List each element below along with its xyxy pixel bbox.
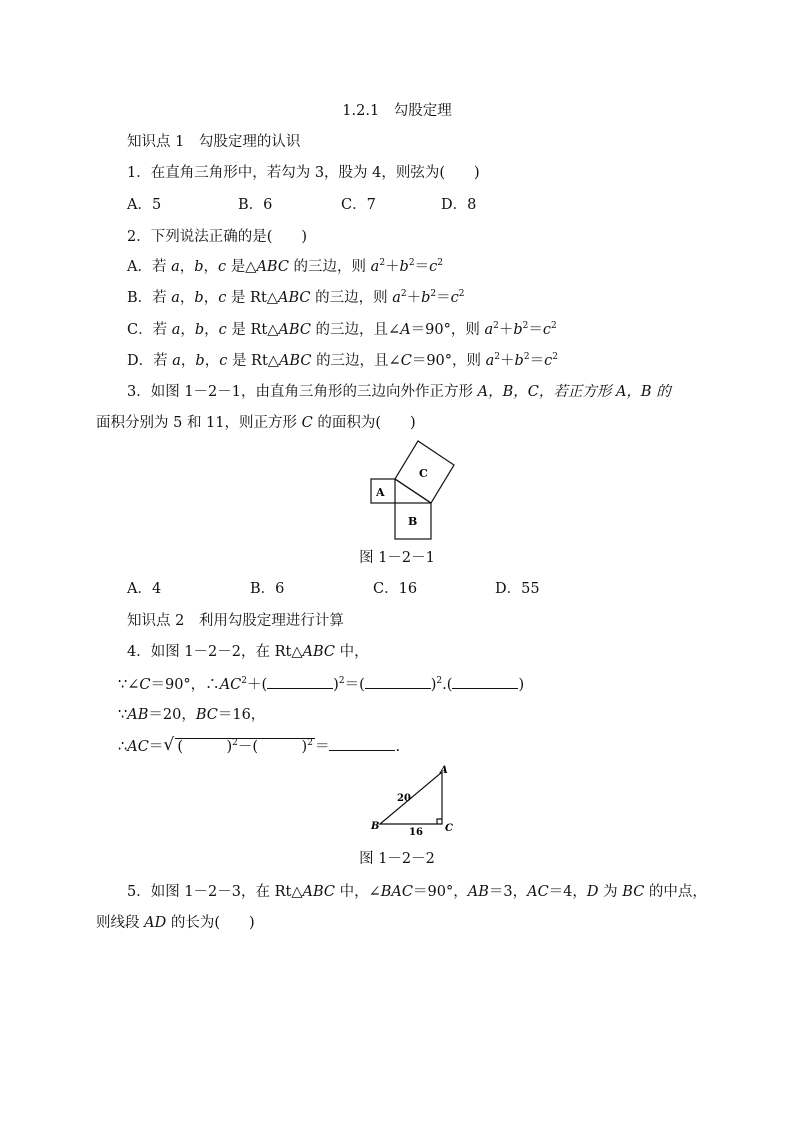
- figure-1-2-2: [368, 764, 463, 840]
- q3-option-d: D．55: [495, 581, 540, 597]
- q3-option-b: B．6: [250, 581, 285, 597]
- answer-blank-2[interactable]: [365, 674, 431, 689]
- answer-blank-3[interactable]: [452, 674, 518, 689]
- figure-1-2-1-caption: 图 1－2－1: [359, 550, 435, 566]
- answer-blank-1[interactable]: [267, 674, 333, 689]
- question-4-line-3: ∵AB＝20，BC＝16，: [118, 707, 266, 723]
- q2-option-d: D．若 a，b，c 是 Rt△ABC 的三边，且∠C＝90°，则 $a^2+b^2=c^2$: [127, 352, 558, 369]
- answer-blank-4[interactable]: [329, 736, 395, 751]
- hypotenuse-label: 20: [397, 793, 411, 804]
- question-3-line-2: 面积分别为 5 和 11，则正方形 C 的面积为( ): [96, 415, 416, 431]
- q1-option-c: C．7: [341, 197, 376, 213]
- page-title: 1.2.1 勾股定理: [342, 103, 452, 119]
- question-4-line-4: ∴AC＝ √ ( )$^2$－( )$^2$ ＝ .: [118, 735, 401, 755]
- q2-option-c: C．若 a，b，c 是 Rt△ABC 的三边，且∠A＝90°，则 $a^2+b^2=c^2$: [127, 321, 557, 338]
- label-c: C: [419, 467, 428, 480]
- q1-option-d: D．8: [441, 197, 477, 213]
- triangle-abc: [380, 772, 442, 824]
- vertex-c: C: [445, 823, 453, 834]
- question-1-stem: 1．在直角三角形中，若勾为 3，股为 4，则弦为( ): [127, 165, 480, 181]
- sqrt-sign: √ ( )$^2$－( )$^2$: [163, 735, 313, 755]
- vertex-b: B: [371, 821, 380, 832]
- right-angle-mark: [437, 819, 442, 824]
- figure-1-2-2-caption: 图 1－2－2: [359, 851, 435, 867]
- q2-option-b: B．若 a，b，c 是 Rt△ABC 的三边，则 $a^2+b^2=c^2$: [127, 289, 465, 306]
- triangle-hypotenuse: [395, 479, 431, 503]
- section-heading-1: 知识点 1 勾股定理的认识: [127, 134, 301, 150]
- section-heading-2: 知识点 2 利用勾股定理进行计算: [127, 613, 344, 629]
- vertex-a: A: [440, 765, 448, 776]
- q1-option-a: A．5: [127, 197, 162, 213]
- question-5-line-1: 5．如图 1－2－3，在 Rt△ABC 中，∠BAC＝90°，AB＝3，AC＝4，D 为 BC 的中点，: [127, 884, 707, 900]
- figure-1-2-1: [365, 436, 465, 542]
- q2-option-a: A．若 a，b，c 是△ABC 的三边，则 $a^2+b^2=c^2$: [127, 258, 443, 275]
- label-b: B: [408, 515, 418, 528]
- q1-option-b: B．6: [238, 197, 273, 213]
- question-4-line-2: ∵∠C＝90°，$\therefore AC^2+$( )$^2$＝( )$^2$.( ): [118, 676, 525, 693]
- q3-option-a: A．4: [127, 581, 162, 597]
- question-2-stem: 2．下列说法正确的是( ): [127, 229, 308, 245]
- question-5-line-2: 则线段 AD 的长为( ): [96, 915, 255, 931]
- base-label: 16: [409, 827, 423, 838]
- question-3-line-1: 3．如图 1－2－1，由直角三角形的三边向外作正方形 A，B，C，若正方形 A，B 的: [127, 384, 671, 400]
- question-4-line-1: 4．如图 1－2－2，在 Rt△ABC 中，: [127, 644, 369, 660]
- label-a: A: [376, 486, 385, 499]
- q3-option-c: C．16: [373, 581, 418, 597]
